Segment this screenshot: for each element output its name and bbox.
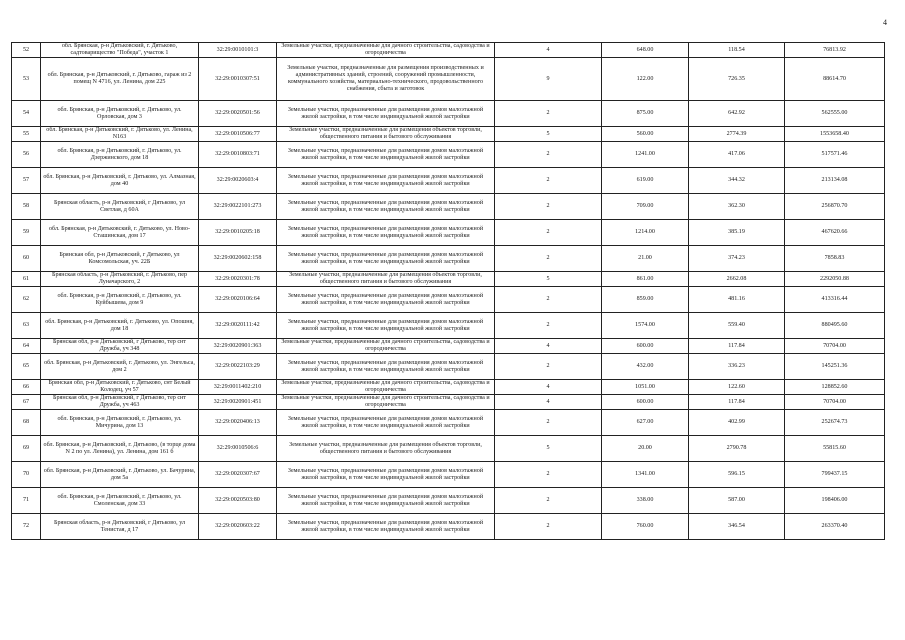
specific-value-cell: 642.92 (689, 101, 785, 127)
specific-value-cell: 587.00 (689, 488, 785, 514)
area-cell: 861.00 (602, 272, 689, 287)
group-number-cell: 2 (495, 246, 602, 272)
group-number-cell: 2 (495, 194, 602, 220)
land-use-category-cell: Земельные участки, предназначенные для размещения домов малоэтажной жилой застройки, в том числе индивидуальной жилой застройки (277, 142, 495, 168)
area-cell: 859.00 (602, 287, 689, 313)
cadastral-value-cell: 198406.00 (785, 488, 885, 514)
land-use-category-cell: Земельные участки, предназначенные для дачного строительства, садоводства и огородничества (277, 339, 495, 354)
area-cell: 619.00 (602, 168, 689, 194)
row-number-cell: 61 (12, 272, 41, 287)
row-number-cell: 65 (12, 354, 41, 380)
land-use-category-cell: Земельные участки, предназначенные для размещения домов малоэтажной жилой застройки, в том числе индивидуальной жилой застройки (277, 488, 495, 514)
cadastral-value-cell: 562555.00 (785, 101, 885, 127)
address-cell: обл. Брянская, р-н Дятьковский, г. Дятьково, ул. Орловская, дом 3 (41, 101, 199, 127)
land-use-category-cell: Земельные участки, предназначенные для размещения объектов торговли, общественного питания и бытового обслуживания (277, 127, 495, 142)
cadastral-value-cell: 517571.46 (785, 142, 885, 168)
cadastral-value-cell: 70704.00 (785, 339, 885, 354)
cadastral-number-cell: 32:29:0020501:56 (199, 101, 277, 127)
specific-value-cell: 726.35 (689, 58, 785, 101)
specific-value-cell: 481.16 (689, 287, 785, 313)
address-cell: обл. Брянская, р-н Дятьковский, г. Дятьково, ул. Ново-Сташинская, дом 17 (41, 220, 199, 246)
group-number-cell: 2 (495, 287, 602, 313)
cadastral-number-cell: 32:29:0020602:158 (199, 246, 277, 272)
land-use-category-cell: Земельные участки, предназначенные для размещения домов малоэтажной жилой застройки, в том числе индивидуальной жилой застройки (277, 168, 495, 194)
area-cell: 1214.00 (602, 220, 689, 246)
land-use-category-cell: Земельные участки, предназначенные для размещения домов малоэтажной жилой застройки, в том числе индивидуальной жилой застройки (277, 514, 495, 540)
group-number-cell: 5 (495, 436, 602, 462)
address-cell: Брянская обл, р-н Дятьковский, г Дятьково, тер снт Дружба, уч 463 (41, 395, 199, 410)
cadastral-value-cell: 413316.44 (785, 287, 885, 313)
specific-value-cell: 2774.39 (689, 127, 785, 142)
land-use-category-cell: Земельные участки, предназначенные для размещения производственных и административных зданий, строений, сооружений промышленности, коммунального хозяйства, материально-технического, продовольственного снабжения, сбыта и заготовок (277, 58, 495, 101)
row-number-cell: 68 (12, 410, 41, 436)
table-row (12, 395, 885, 410)
address-cell: обл. Брянская, р-н Дятьковский, г. Дятьково, ул. Опошня, дом 18 (41, 313, 199, 339)
area-cell: 122.00 (602, 58, 689, 101)
table-row (12, 272, 885, 287)
specific-value-cell: 402.99 (689, 410, 785, 436)
row-number-cell: 55 (12, 127, 41, 142)
group-number-cell: 2 (495, 220, 602, 246)
table-row (12, 43, 885, 58)
address-cell: Брянская обл, р-н Дятьковский, г Дятьково, ул Комсомольская, уч. 22Б (41, 246, 199, 272)
cadastral-number-cell: 32:29:0010101:3 (199, 43, 277, 58)
cadastral-number-cell: 32:29:0010506:77 (199, 127, 277, 142)
area-cell: 1574.00 (602, 313, 689, 339)
specific-value-cell: 117.84 (689, 339, 785, 354)
cadastral-number-cell: 32:29:0020106:64 (199, 287, 277, 313)
group-number-cell: 5 (495, 272, 602, 287)
row-number-cell: 53 (12, 58, 41, 101)
table-row (12, 287, 885, 313)
cadastral-number-cell: 32:29:0022101:273 (199, 194, 277, 220)
group-number-cell: 4 (495, 43, 602, 58)
group-number-cell: 2 (495, 354, 602, 380)
area-cell: 20.00 (602, 436, 689, 462)
group-number-cell: 2 (495, 462, 602, 488)
group-number-cell: 4 (495, 380, 602, 395)
land-use-category-cell: Земельные участки, предназначенные для размещения домов малоэтажной жилой застройки, в том числе индивидуальной жилой застройки (277, 287, 495, 313)
row-number-cell: 57 (12, 168, 41, 194)
row-number-cell: 59 (12, 220, 41, 246)
cadastral-value-cell: 1553658.40 (785, 127, 885, 142)
table-row (12, 380, 885, 395)
address-cell: обл. Брянская, р-н Дятьковский, г. Дятьково, ул. Бачурина, дом 5а (41, 462, 199, 488)
cadastral-number-cell: 32:29:0022103:29 (199, 354, 277, 380)
group-number-cell: 2 (495, 168, 602, 194)
table-row (12, 514, 885, 540)
address-cell: Брянская область, р-н Дятьковский, г Дятьково, ул Светлая, д 60А (41, 194, 199, 220)
specific-value-cell: 596.15 (689, 462, 785, 488)
row-number-cell: 72 (12, 514, 41, 540)
cadastral-value-cell: 70704.00 (785, 395, 885, 410)
cadastral-value-cell: 88614.70 (785, 58, 885, 101)
land-use-category-cell: Земельные участки, предназначенные для размещения домов малоэтажной жилой застройки, в том числе индивидуальной жилой застройки (277, 462, 495, 488)
specific-value-cell: 385.19 (689, 220, 785, 246)
address-cell: обл. Брянская, р-н Дятьковский, г. Дятьково, ул. Мичурина, дом 13 (41, 410, 199, 436)
row-number-cell: 52 (12, 43, 41, 58)
cadastral-value-cell: 467620.66 (785, 220, 885, 246)
table-row (12, 127, 885, 142)
cadastral-value-cell: 799437.15 (785, 462, 885, 488)
area-cell: 560.00 (602, 127, 689, 142)
table-body (12, 43, 885, 540)
specific-value-cell: 362.30 (689, 194, 785, 220)
specific-value-cell: 346.54 (689, 514, 785, 540)
row-number-cell: 63 (12, 313, 41, 339)
address-cell: обл. Брянская, р-н Дятьковский, г. Дятьково, ул. Куйбышева, дом 9 (41, 287, 199, 313)
address-cell: обл. Брянская, р-н Дятьковский, г. Дятьково, ул. Дзержинского, дом 18 (41, 142, 199, 168)
address-cell: обл. Брянская, р-н Дятьковский, г. Дятьково, гараж из 2 помещ N 4716, ул. Ленина, дом 225 (41, 58, 199, 101)
table-row (12, 101, 885, 127)
row-number-cell: 69 (12, 436, 41, 462)
specific-value-cell: 417.06 (689, 142, 785, 168)
area-cell: 709.00 (602, 194, 689, 220)
cadastral-value-cell: 2292050.88 (785, 272, 885, 287)
area-cell: 338.00 (602, 488, 689, 514)
cadastral-value-cell: 263370.40 (785, 514, 885, 540)
cadastral-number-cell: 32:29:0020603:22 (199, 514, 277, 540)
cadastral-number-cell: 32:29:0020111:42 (199, 313, 277, 339)
row-number-cell: 67 (12, 395, 41, 410)
table-row (12, 354, 885, 380)
group-number-cell: 2 (495, 514, 602, 540)
cadastral-number-cell: 32:29:0020406:13 (199, 410, 277, 436)
group-number-cell: 2 (495, 101, 602, 127)
address-cell: обл. Брянская, р-н Дятьковский, г. Дятьково, садтоварищество "Победа", участок 1 (41, 43, 199, 58)
address-cell: Брянская область, р-н Дятьковский, г Дятьково, ул Тенистая, д 17 (41, 514, 199, 540)
cadastral-number-cell: 32:29:0020301:78 (199, 272, 277, 287)
group-number-cell: 9 (495, 58, 602, 101)
specific-value-cell: 2790.78 (689, 436, 785, 462)
land-use-category-cell: Земельные участки, предназначенные для размещения домов малоэтажной жилой застройки, в том числе индивидуальной жилой застройки (277, 410, 495, 436)
specific-value-cell: 117.84 (689, 395, 785, 410)
land-use-category-cell: Земельные участки, предназначенные для дачного строительства, садоводства и огородничества (277, 43, 495, 58)
land-use-category-cell: Земельные участки, предназначенные для размещения домов малоэтажной жилой застройки, в том числе индивидуальной жилой застройки (277, 194, 495, 220)
table-row (12, 194, 885, 220)
address-cell: Брянская обл, р-н Дятьковский, г Дятьково, тер снт Дружба, уч 348 (41, 339, 199, 354)
table-row (12, 142, 885, 168)
row-number-cell: 54 (12, 101, 41, 127)
area-cell: 1051.00 (602, 380, 689, 395)
address-cell: обл. Брянская, р-н Дятьковский, г. Дятьково, ул. Смоленская, дом 33 (41, 488, 199, 514)
land-use-category-cell: Земельные участки, предназначенные для размещения домов малоэтажной жилой застройки, в том числе индивидуальной жилой застройки (277, 220, 495, 246)
group-number-cell: 4 (495, 395, 602, 410)
land-use-category-cell: Земельные участки, предназначенные для дачного строительства, садоводства и огородничества (277, 395, 495, 410)
land-use-category-cell: Земельные участки, предназначенные для размещения домов малоэтажной жилой застройки, в том числе индивидуальной жилой застройки (277, 313, 495, 339)
address-cell: обл. Брянская, р-н Дятьковский, г. Дятьково, ул. Энгельса, дом 2 (41, 354, 199, 380)
address-cell: Брянская область, р-н Дятьковский, г. Дятьково, пер Луначарского, 2 (41, 272, 199, 287)
land-use-category-cell: Земельные участки, предназначенные для размещения домов малоэтажной жилой застройки, в том числе индивидуальной жилой застройки (277, 101, 495, 127)
cadastral-number-cell: 32:29:0010506:6 (199, 436, 277, 462)
area-cell: 600.00 (602, 395, 689, 410)
area-cell: 627.00 (602, 410, 689, 436)
cadastral-number-cell: 32:29:0011402:210 (199, 380, 277, 395)
area-cell: 21.00 (602, 246, 689, 272)
cadastral-number-cell: 32:29:0020503:80 (199, 488, 277, 514)
specific-value-cell: 118.54 (689, 43, 785, 58)
area-cell: 875.00 (602, 101, 689, 127)
table-row (12, 339, 885, 354)
table-row (12, 462, 885, 488)
area-cell: 1341.00 (602, 462, 689, 488)
address-cell: обл. Брянская, р-н Дятьковский, г. Дятьково, ул. Алмазная, дом 40 (41, 168, 199, 194)
cadastral-value-table (11, 42, 885, 540)
table-row (12, 410, 885, 436)
group-number-cell: 2 (495, 313, 602, 339)
cadastral-value-cell: 256870.70 (785, 194, 885, 220)
group-number-cell: 2 (495, 142, 602, 168)
land-use-category-cell: Земельные участки, предназначенные для размещения домов малоэтажной жилой застройки, в том числе индивидуальной жилой застройки (277, 354, 495, 380)
cadastral-value-cell: 76813.92 (785, 43, 885, 58)
area-cell: 648.00 (602, 43, 689, 58)
cadastral-value-cell: 252674.73 (785, 410, 885, 436)
specific-value-cell: 559.40 (689, 313, 785, 339)
address-cell: Брянская обл, р-н Дятьковский, г. Дятьково, снт Белый Колодец, уч 57 (41, 380, 199, 395)
address-cell: обл. Брянская, р-н Дятьковский, г. Дятьково, (в торце дома N 2 по ул. Ленина), ул. Ленина, дом 161 б (41, 436, 199, 462)
cadastral-number-cell: 32:29:0010205:18 (199, 220, 277, 246)
row-number-cell: 62 (12, 287, 41, 313)
table-row (12, 246, 885, 272)
land-use-category-cell: Земельные участки, предназначенные для размещения объектов торговли, общественного питания и бытового обслуживания (277, 272, 495, 287)
cadastral-number-cell: 32:29:0020901:363 (199, 339, 277, 354)
table-row (12, 58, 885, 101)
row-number-cell: 70 (12, 462, 41, 488)
table-row (12, 220, 885, 246)
cadastral-number-cell: 32:29:0010307:51 (199, 58, 277, 101)
row-number-cell: 71 (12, 488, 41, 514)
table-row (12, 313, 885, 339)
area-cell: 432.00 (602, 354, 689, 380)
row-number-cell: 58 (12, 194, 41, 220)
table-row (12, 488, 885, 514)
land-use-category-cell: Земельные участки, предназначенные для размещения домов малоэтажной жилой застройки, в том числе индивидуальной жилой застройки (277, 246, 495, 272)
specific-value-cell: 374.23 (689, 246, 785, 272)
cadastral-value-cell: 55815.60 (785, 436, 885, 462)
cadastral-value-cell: 213134.08 (785, 168, 885, 194)
cadastral-number-cell: 32:29:0020901:451 (199, 395, 277, 410)
cadastral-number-cell: 32:29:0010803:71 (199, 142, 277, 168)
specific-value-cell: 122.60 (689, 380, 785, 395)
specific-value-cell: 2662.08 (689, 272, 785, 287)
row-number-cell: 64 (12, 339, 41, 354)
specific-value-cell: 344.32 (689, 168, 785, 194)
cadastral-number-cell: 32:29:0020603:4 (199, 168, 277, 194)
table-row (12, 436, 885, 462)
row-number-cell: 66 (12, 380, 41, 395)
row-number-cell: 56 (12, 142, 41, 168)
specific-value-cell: 336.23 (689, 354, 785, 380)
cadastral-value-cell: 7858.83 (785, 246, 885, 272)
cadastral-value-cell: 128852.60 (785, 380, 885, 395)
table-row (12, 168, 885, 194)
page-number: 4 (883, 18, 887, 27)
area-cell: 600.00 (602, 339, 689, 354)
area-cell: 760.00 (602, 514, 689, 540)
group-number-cell: 2 (495, 488, 602, 514)
cadastral-value-cell: 880495.60 (785, 313, 885, 339)
row-number-cell: 60 (12, 246, 41, 272)
cadastral-value-cell: 145251.36 (785, 354, 885, 380)
group-number-cell: 2 (495, 410, 602, 436)
group-number-cell: 4 (495, 339, 602, 354)
land-use-category-cell: Земельные участки, предназначенные для дачного строительства, садоводства и огородничества (277, 380, 495, 395)
group-number-cell: 5 (495, 127, 602, 142)
address-cell: обл. Брянская, р-н Дятьковский, г. Дятьково, ул. Ленина, N163 (41, 127, 199, 142)
land-use-category-cell: Земельные участки, предназначенные для размещения объектов торговли, общественного питания и бытового обслуживания (277, 436, 495, 462)
cadastral-number-cell: 32:29:0020307:67 (199, 462, 277, 488)
area-cell: 1241.00 (602, 142, 689, 168)
